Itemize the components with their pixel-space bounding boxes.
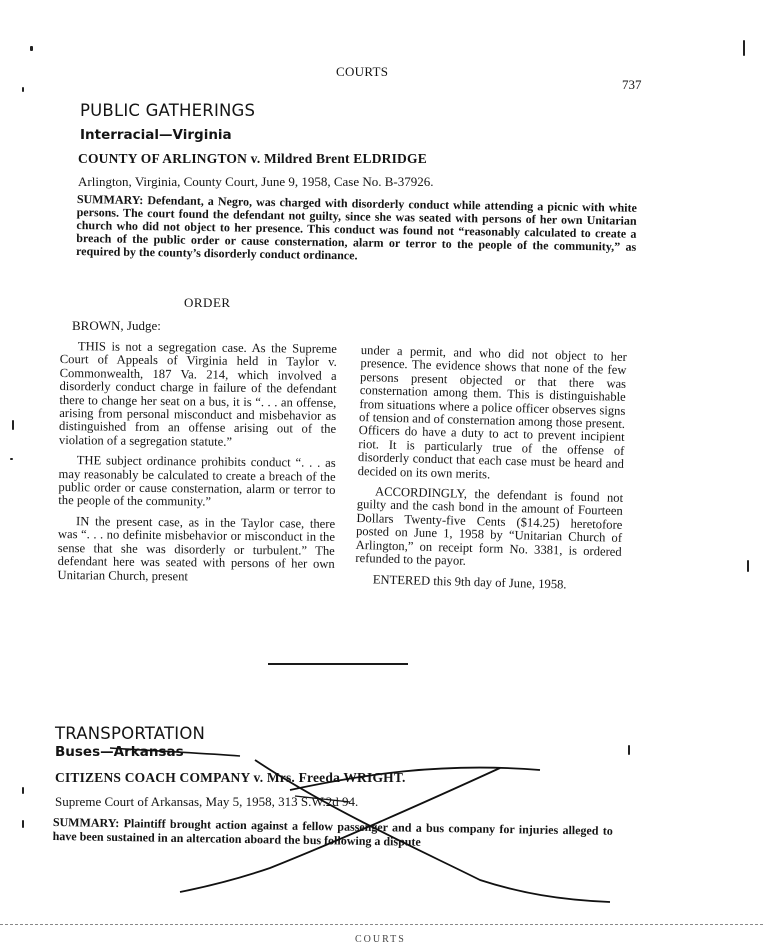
case-citation: Arlington, Virginia, County Court, June 9, 1958, Case No. B-37926. <box>78 174 434 189</box>
subsection-heading-interracial-virginia: Interracial—Virginia <box>80 127 232 143</box>
scan-edge-line <box>0 924 763 925</box>
opinion-paragraph: IN the present case, as in the Taylor case, there was “. . . no definite misbehavior or misconduct in the sense that she was disorderly or turbulent.” The defendant here was seated with persons of her own Unitarian Church, present <box>57 514 336 583</box>
opinion-paragraph: ACCORDINGLY, the defendant is found not guilty and the cash bond in the amount of Fourteen Dollars Twenty-five Cents ($14.25) heretofore posted on June 1, 1958 by “Unitarian Church of Arlington,” on receipt form No. 3381, is ordered refunded to the payor. <box>355 484 624 568</box>
subsection-heading-buses-arkansas: Buses—Arkansas <box>55 744 184 760</box>
case-citation: Supreme Court of Arkansas, May 5, 1958, 313 S.W.2d 94. <box>55 794 359 809</box>
section-heading-public-gatherings: PUBLIC GATHERINGS <box>80 101 256 120</box>
case-summary: SUMMARY: Defendant, a Negro, was charged with disorderly conduct while attending a picnic with white persons. The court found the defendant not guilty, since she was seated with persons of her own Unitarian church who did not object to her presence. This conduct was found not “reasonably calculated to create a breach of the public order or cause consternation, alarm or terror to the people of the community,” as required by the county’s disorderly conduct ordinance. <box>75 192 637 263</box>
case-summary: SUMMARY: Plaintiff brought action against a fellow passenger and a bus company for injuries alleged to have been sustained in an altercation aboard the bus following a dispute <box>52 815 613 849</box>
opinion-paragraph: THIS is not a segregation case. As the Supreme Court of Appeals of Virginia held in Taylor v. Commonwealth, 187 Va. 214, which involved a disorderly conduct charge in failure of the defendant there to change her seat on a bus, it is “. . . an offense, arising from personal misconduct and misbehavior as distinguished from an offense arising out of the violation of a segregation statute.” <box>58 339 337 449</box>
opinion-paragraph: ENTERED this 9th day of June, 1958. <box>372 571 567 591</box>
section-heading-transportation: TRANSPORTATION <box>55 724 206 743</box>
order-heading: ORDER <box>184 295 231 310</box>
opinion-paragraph: THE subject ordinance prohibits conduct “. . . as may reasonably be calculated to create a breach of the public order or cause consternation, alarm or terror to the people of the community.” <box>58 453 336 510</box>
case-title: COUNTY OF ARLINGTON v. Mildred Brent ELDRIDGE <box>78 151 427 166</box>
judge-name: BROWN, Judge: <box>72 318 161 333</box>
cut-off-running-head: COURTS <box>355 934 406 945</box>
running-head: COURTS <box>336 64 389 79</box>
case-title: CITIZENS COACH COMPANY v. Mrs. Freeda WRIGHT. <box>55 770 406 785</box>
page-number: 737 <box>622 77 642 92</box>
opinion-paragraph: under a permit, and who did not object to her presence. The evidence shows that none of the few persons present objected or that there was consternation among them. This is distinguishable from situations where a police officer observes signs of tension and of consternation among those present. Officers do have a duty to act to prevent incipient riot. It is particularly true of the offense of disorderly conduct that each case must be heard and decided on its own merits. <box>357 343 627 482</box>
